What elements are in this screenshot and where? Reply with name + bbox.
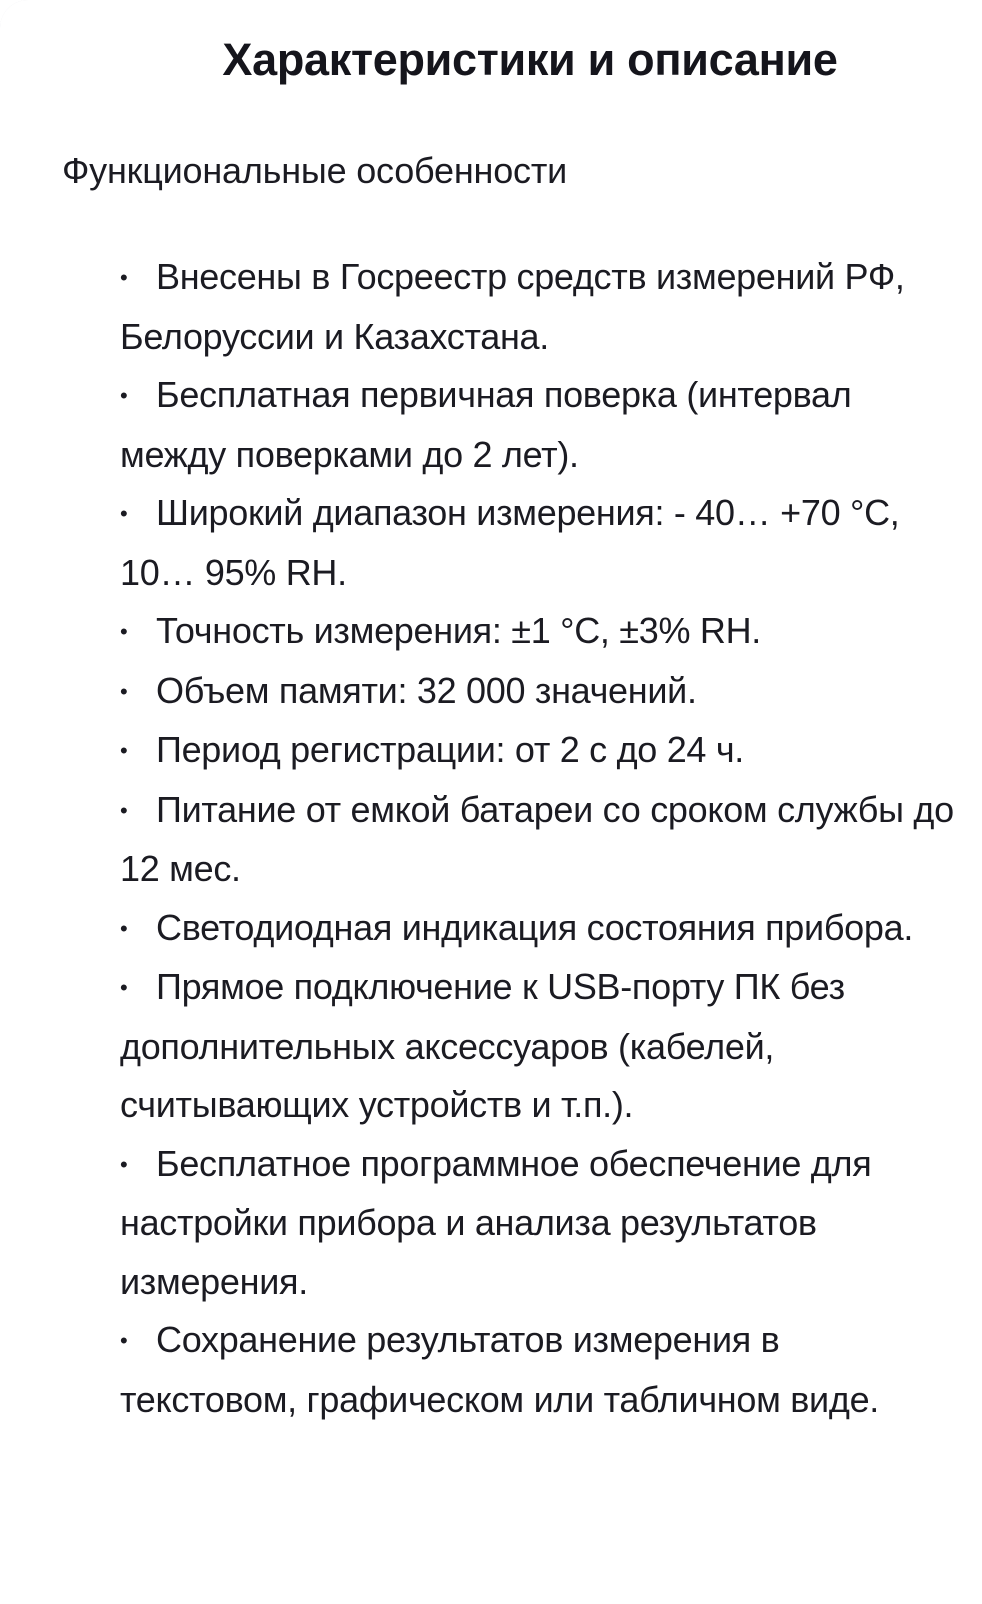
- feature-text: Точность измерения: ±1 °C, ±3% RH.: [156, 610, 761, 651]
- feature-item: [120, 484, 960, 602]
- bullet-icon: •: [120, 975, 128, 1000]
- bullet-icon: •: [120, 501, 128, 526]
- feature-item: [120, 1135, 960, 1312]
- feature-item: [120, 248, 960, 366]
- bullet-icon: •: [120, 1151, 128, 1177]
- feature-list: [120, 248, 960, 1429]
- page-title: Характеристики и описание: [222, 34, 838, 85]
- feature-item: [120, 781, 960, 899]
- feature-item: [120, 721, 960, 781]
- bullet-icon: •: [120, 738, 128, 763]
- feature-item: [120, 958, 960, 1135]
- feature-item: [120, 1311, 960, 1429]
- feature-text: Объем памяти: 32 000 значений.: [156, 669, 697, 711]
- sheet-corner: [0, 0, 30, 30]
- bullet-icon: •: [120, 678, 128, 704]
- feature-item: [120, 662, 960, 722]
- feature-text: Сохранение результатов измерения в текстовом, графическом или табличном виде.: [120, 1319, 879, 1420]
- bullet-icon: •: [120, 383, 128, 408]
- feature-text: Прямое подключение к USB-порту ПК без дополнительных аксессуаров (кабелей, считывающих устройств и т.п.).: [120, 966, 845, 1125]
- feature-text: Бесплатное программное обеспечение для настройки прибора и анализа результатов измерения.: [120, 1142, 872, 1302]
- feature-text: Светодиодная индикация состояния прибора.: [156, 906, 914, 948]
- bullet-icon: •: [120, 797, 128, 823]
- feature-text: Внесены в Госреестр средств измерений РФ, Белоруссии и Казахстана.: [120, 256, 905, 357]
- feature-text: Питание от емкой батареи со сроком службы до 12 мес.: [120, 788, 954, 889]
- feature-text: Широкий диапазон измерения: - 40… +70 °C, 10… 95% RH.: [120, 492, 900, 593]
- bullet-icon: •: [120, 1328, 128, 1353]
- feature-item: [120, 366, 960, 484]
- bullet-icon: •: [120, 619, 128, 644]
- bullet-icon: •: [120, 915, 128, 941]
- feature-item: [120, 899, 960, 959]
- section-title: Функциональные особенности: [62, 150, 568, 191]
- feature-item: [120, 602, 960, 662]
- feature-text: Период регистрации: от 2 с до 24 ч.: [156, 729, 745, 770]
- feature-text: Бесплатная первичная поверка (интервал между поверками до 2 лет).: [120, 374, 852, 475]
- bullet-icon: •: [120, 265, 128, 290]
